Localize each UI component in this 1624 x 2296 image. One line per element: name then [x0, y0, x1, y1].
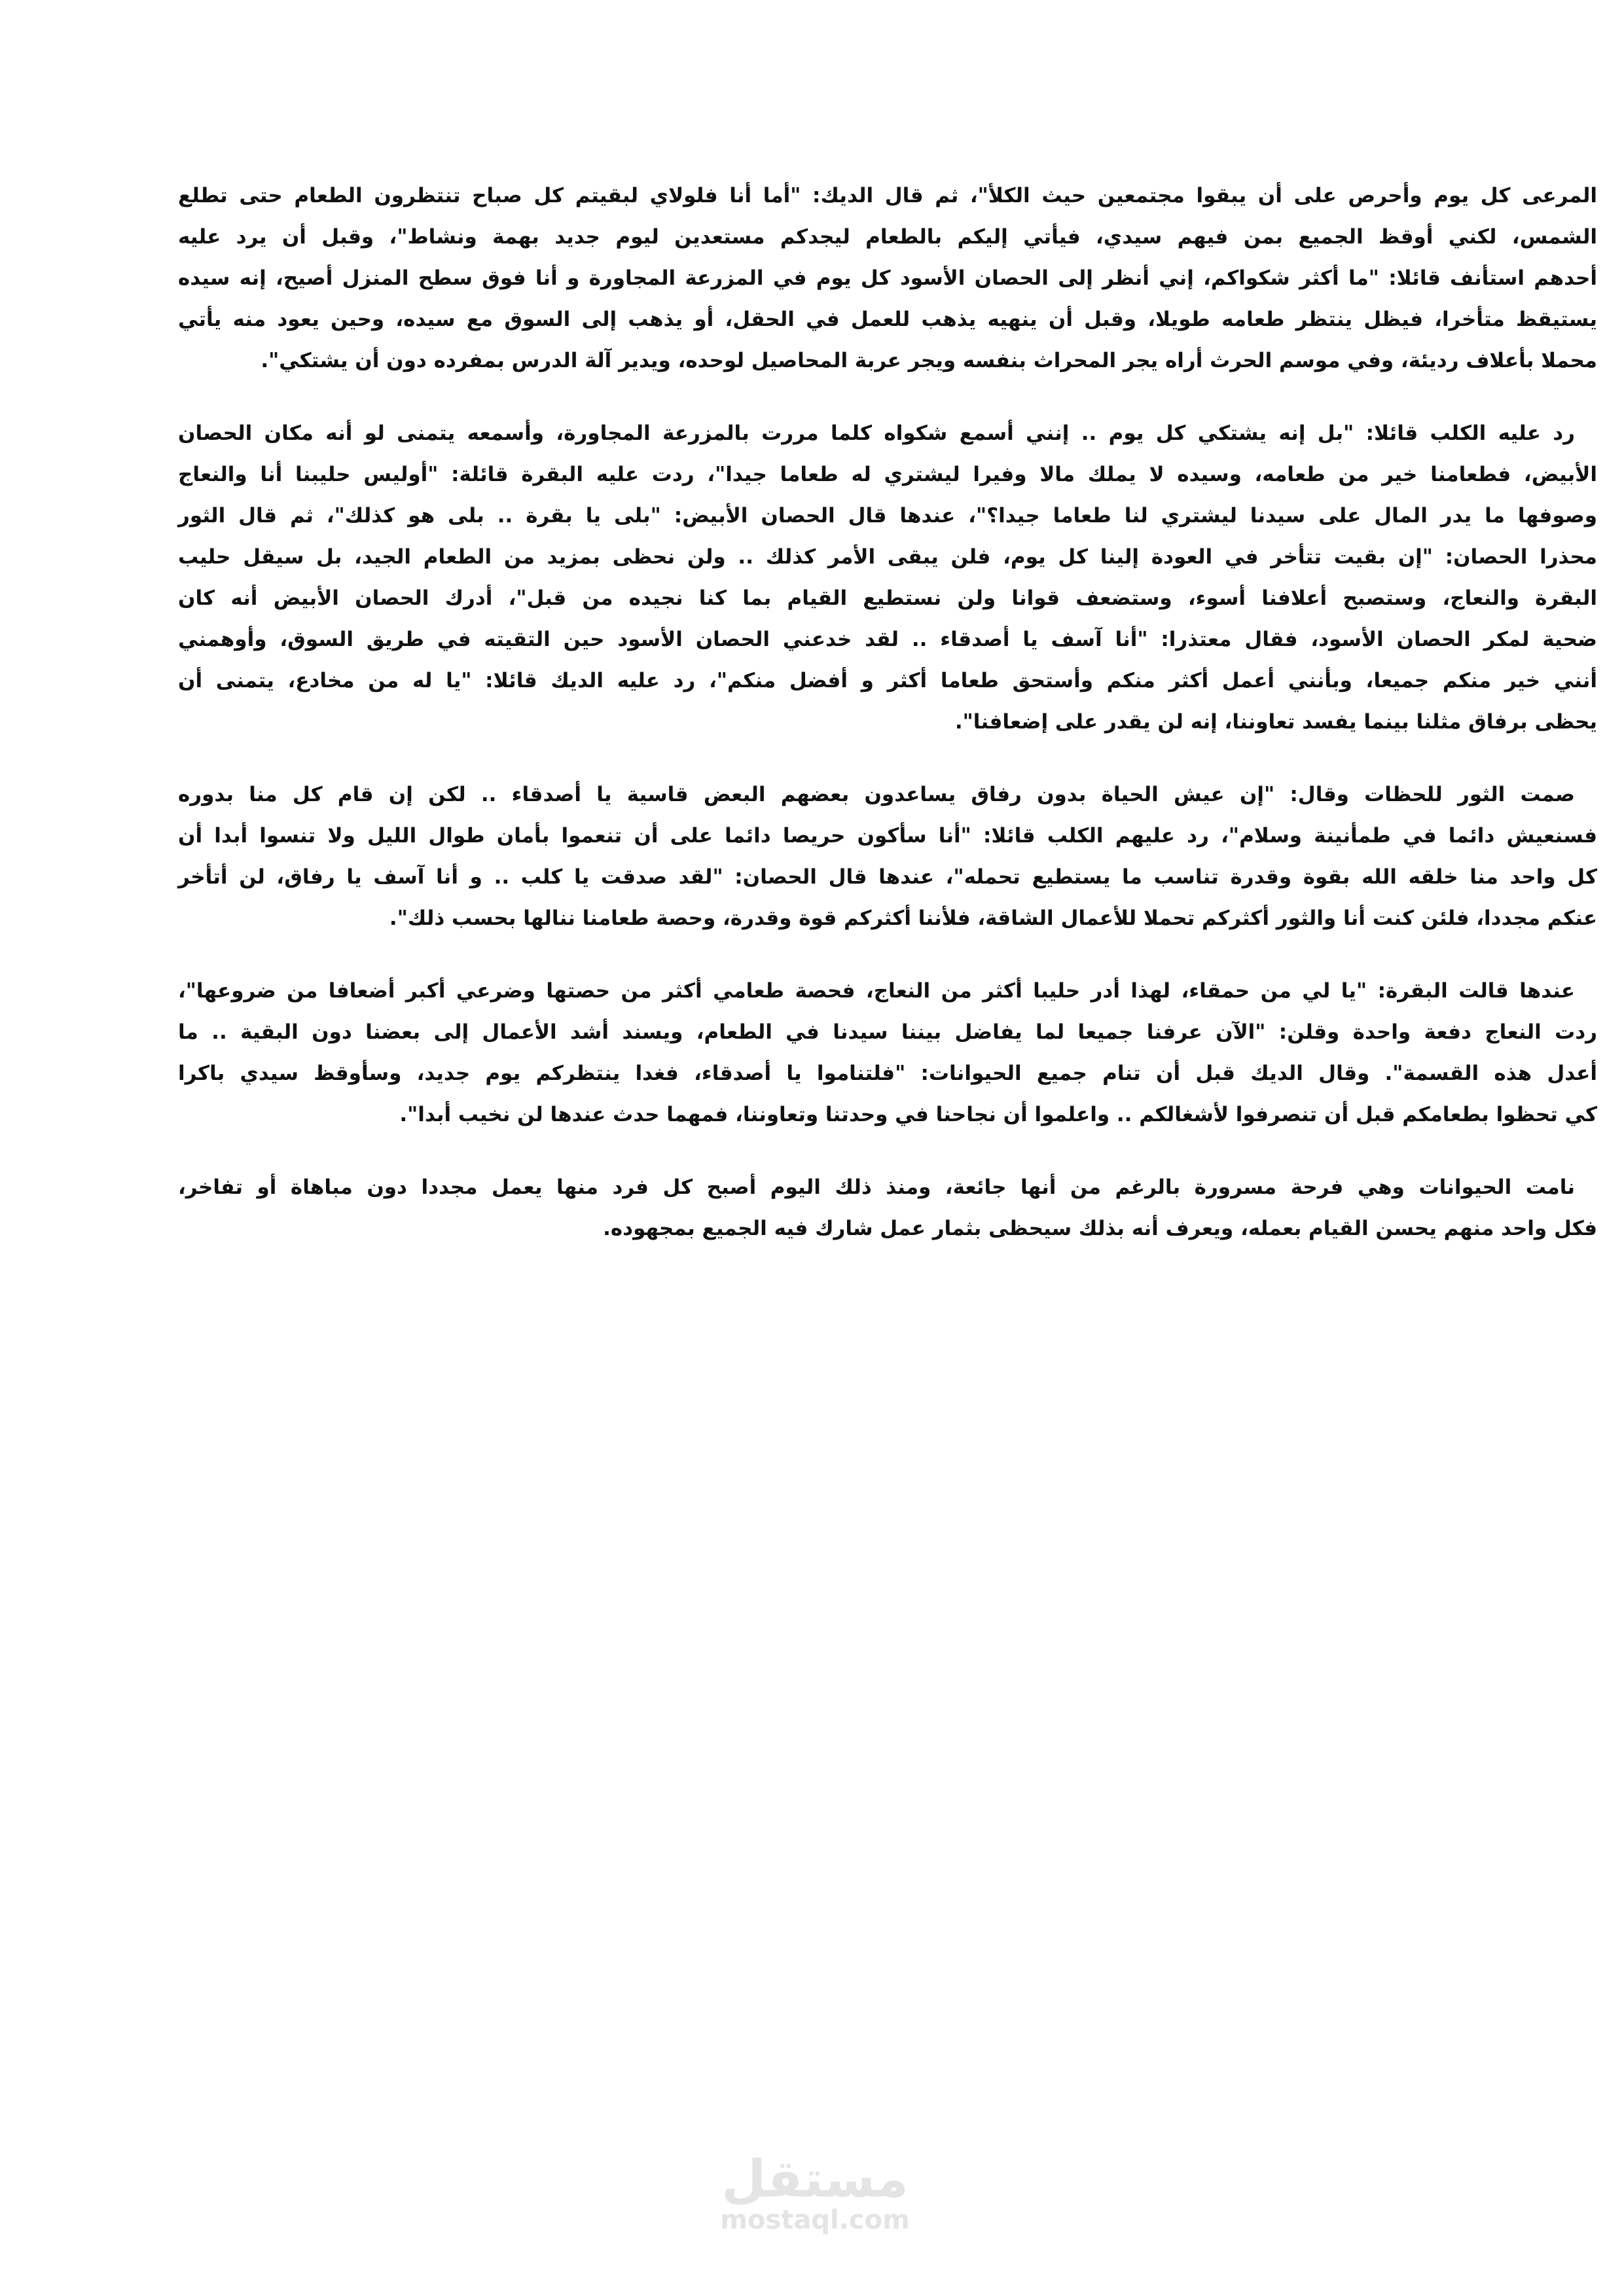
text-line: عندها قالت البقرة: "يا لي من حمقاء، لهذا أدر حليبا أكثر من النعاج، فحصة طعامي أكثر من حصتها وضرعي أكبر أضعافا من ضروعها"، — [178, 979, 1575, 1003]
paragraph — [178, 971, 1597, 1136]
text-line: محملا بأعلاف رديئة، وفي موسم الحرث أراه يجر المحراث بنفسه ويجر عربة المحاصيل لوحده، ويدير آلة الدرس بمفرده دون أن يشتكي". — [261, 349, 1597, 372]
text-line: يحظى برفاق مثلنا بينما يفسد تعاوننا، إنه لن يقدر على إضعافنا". — [954, 710, 1597, 734]
text-line: فسنعيش دائما في طمأنينة وسلام"، رد عليهم الكلب قائلا: "أنا سأكون حريصا دائما على أن تنعموا بأمان طوال الليل ولا تنسوا أبدا أن — [178, 824, 1597, 848]
document-body — [178, 175, 1597, 1281]
text-line: كل واحد منا خلقه الله بقوة وقدرة تناسب ما يستطيع تحمله"، عندها قال الحصان: "لقد صدقت يا كلب .. و أنا آسف يا رفاق، لن أتأخر — [178, 865, 1597, 889]
text-line: ردت النعاج دفعة واحدة وقلن: "الآن عرفنا جميعا لما يفاضل بيننا سيدنا في الطعام، ويسند أشد الأعمال إلى بعضنا دون البقية .. ما — [178, 1020, 1597, 1044]
watermark-latin: mostaql.com — [720, 2205, 910, 2235]
text-line: أحدهم استأنف قائلا: "ما أكثر شكواكم، إني أنظر إلى الحصان الأسود كل يوم في المزرعة المجاورة و أنا فوق سطح المنزل أصيح، إنه سيده — [178, 266, 1597, 290]
text-line: أعدل هذه القسمة". وقال الديك قبل أن تنام جميع الحيوانات: "فلتناموا يا أصدقاء، فغدا ينتظركم يوم جديد، وسأوقظ سيدي باكرا — [178, 1062, 1597, 1085]
text-line: المرعى كل يوم وأحرص على أن يبقوا مجتمعين حيث الكلأ"، ثم قال الديك: "أما أنا فلولاي لبقيتم كل صباح تنتظرون الطعام حتى تطلع — [178, 184, 1597, 207]
text-line: يستيقظ متأخرا، فيظل ينتظر طعامه طويلا، وقبل أن ينهيه يذهب للعمل في الحقل، أو يذهب إلى السوق مع سيده، وحين يعود منه يأتي — [178, 308, 1597, 331]
text-line: فكل واحد منهم يحسن القيام بعمله، ويعرف أنه بذلك سيحظى بثمار عمل شارك فيه الجميع بمجهوده. — [603, 1217, 1597, 1240]
watermark-logo — [707, 2150, 923, 2235]
paragraph — [178, 1167, 1597, 1249]
paragraph — [178, 413, 1597, 743]
text-line: عنكم مجددا، فلئن كنت أنا والثور أكثركم تحملا للأعمال الشاقة، فلأننا أكثركم قوة وقدرة، وحصة طعامنا ننالها بحسب ذلك". — [389, 906, 1597, 930]
paragraph — [178, 175, 1597, 382]
text-line: البقرة والنعاج، وستصبح أعلافنا أسوء، وستضعف قوانا ولن نستطيع القيام بما كنا نجيده من قبل"، أدرك الحصان الأبيض أنه كان — [178, 586, 1597, 610]
text-line: نامت الحيوانات وهي فرحة مسرورة بالرغم من أنها جائعة، ومنذ ذلك اليوم أصبح كل فرد منها يعمل مجددا دون مباهاة أو تفاخر، — [178, 1175, 1575, 1199]
text-line: محذرا الحصان: "إن بقيت تتأخر في العودة إلينا كل يوم، فلن يبقى الأمر كذلك .. ولن نحظى بمزيد من الطعام الجيد، بل سيقل حليب — [178, 545, 1597, 569]
text-line: أنني خير منكم جميعا، وبأنني أعمل أكثر منكم وأستحق طعاما أكثر و أفضل منكم"، رد عليه الديك قائلا: "يا له من مخادع، يتمنى أن — [178, 669, 1597, 692]
text-line: الأبيض، فطعامنا خير من طعامه، وسيده لا يملك مالا وفيرا ليشتري له طعاما جيدا"، ردت عليه البقرة قائلة: "أوليس حليبنا أنا والنعاج — [178, 463, 1597, 486]
text-line: ضحية لمكر الحصان الأسود، فقال معتذرا: "أنا آسف يا أصدقاء .. لقد خدعني الحصان الأسود حين التقيته في طريق السوق، وأوهمني — [178, 628, 1597, 651]
watermark-arabic: مستقل — [721, 2150, 909, 2209]
text-line: صمت الثور للحظات وقال: "إن عيش الحياة بدون رفاق يساعدون بعضهم البعض قاسية يا أصدقاء .. لكن إن قام كل منا بدوره — [178, 783, 1575, 806]
text-line: الشمس، لكني أوقظ الجميع بمن فيهم سيدي، فيأتي إليكم بالطعام ليجدكم مستعدين ليوم جديد بهمة ونشاط"، وقبل أن يرد عليه — [178, 225, 1597, 249]
text-line: كي تحظوا بطعامكم قبل أن تنصرفوا لأشغالكم .. واعلموا أن نجاحنا في وحدتنا وتعاوننا، فمهما حدث عندها لن نخيب أبدا". — [399, 1103, 1597, 1126]
text-line: رد عليه الكلب قائلا: "بل إنه يشتكي كل يوم .. إنني أسمع شكواه كلما مررت بالمزرعة المجاورة، وأسمعه يتمنى لو أنه مكان الحصان — [178, 422, 1575, 445]
text-line: وصوفها ما يدر المال على سيدنا ليشتري لنا طعاما جيدا؟"، عندها قال الحصان الأبيض: "بلى يا بقرة .. بلى هو كذلك"، ثم قال الثور — [178, 504, 1597, 528]
paragraph — [178, 774, 1597, 939]
